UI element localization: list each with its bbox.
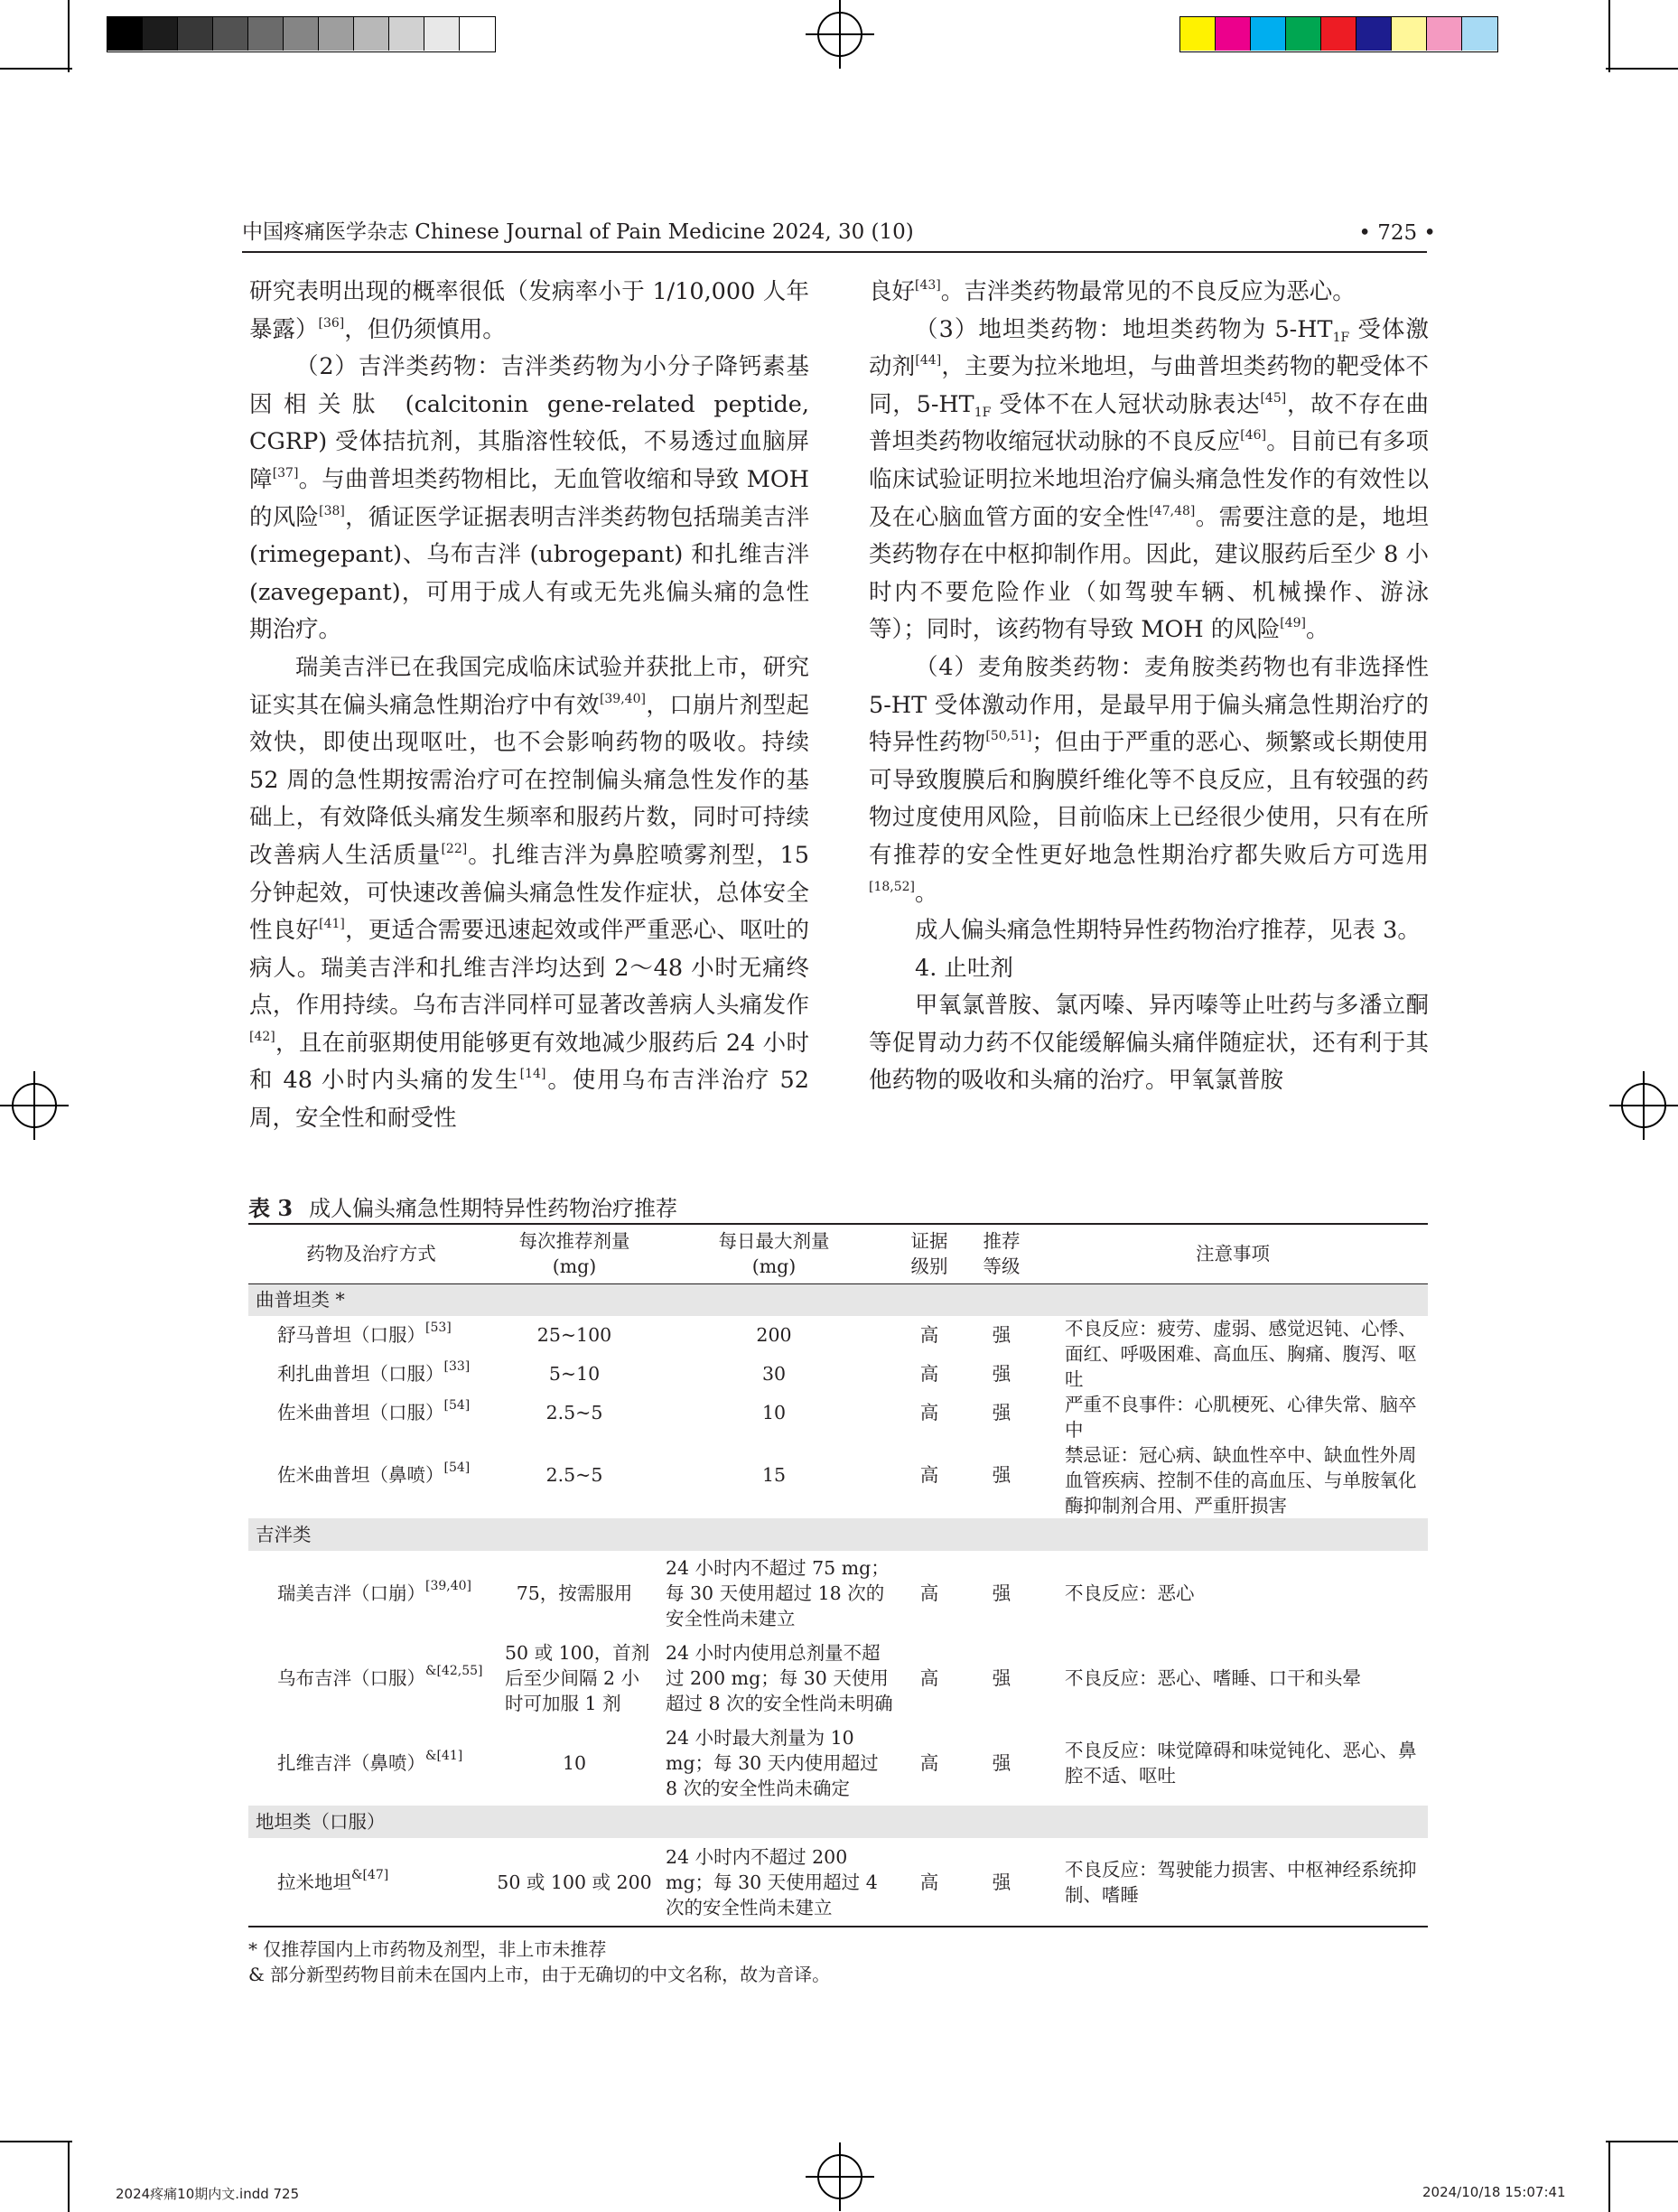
table-group-row: 吉泮类 (248, 1518, 1428, 1551)
crop-mark (1606, 68, 1678, 70)
color-swatch (1251, 17, 1286, 51)
gray-swatch (460, 17, 495, 51)
table-row: 佐米曲普坦（鼻喷）[54] 2.5~5 15 高 强 (277, 1461, 1011, 1487)
right-column (869, 274, 1429, 1100)
table-title: 成人偏头痛急性期特异性药物治疗推荐 (309, 1196, 678, 1221)
slug-file-info: 2024疼痛10期内文.indd 725 (116, 2186, 300, 2202)
color-swatch (1392, 17, 1427, 51)
paragraph: （3）地坦类药物：地坦类药物为 $5-HT_{1F}$ 受体激动剂[44]，主要为拉米地坦，与曲普坦类药物的靶受体不同，$5-HT_{1F}$ 受体不在人冠状动脉表达[45]，故不存在曲普坦类药物收缩冠状动脉的不良反应[46]。目前已有多项临床试验证明拉米地坦治疗偏头痛急性发作的有效性以及在心脑血管方面的安全性[47,48]。需要注意的是，地坦类药物存在中枢抑制作用。因此，建议服药后至少 8 小时内不要危险作业（如驾驶车辆、机械操作、游泳等）；同时，该药物有导致 MOH 的风险[49]。 (869, 315, 1430, 644)
paragraph: 瑞美吉泮已在我国完成临床试验并获批上市，研究证实其在偏头痛急性期治疗中有效[39,40]，口崩片剂型起效快，即使出现呕吐，也不会影响药物的吸收。持续 52 周的急性期按需治疗可在控制偏头痛急性发作的基础上，有效降低头痛发生频率和服药片数，同时可持续改善病人生活质量[22]。扎维吉泮为鼻腔喷雾剂型，15 分钟起效，可快速改善偏头痛急性发作症状，总体安全性良好[41]，更适合需要迅速起效或伴严重恶心、呕吐的病人。瑞美吉泮和扎维吉泮均达到 2～48 小时无痛终点，作用持续。乌布吉泮同样可显著改善病人头痛发作[42]，且在前驱期使用能够更有效地减少服药后 24 小时和 48 小时内头痛的发生[14]。使用乌布吉泮治疗 52 周，安全性和耐受性 (249, 653, 809, 1133)
gray-swatch (178, 17, 213, 51)
table-header-row (248, 1224, 1428, 1283)
color-swatch (1427, 17, 1462, 51)
color-swatch (1321, 17, 1356, 51)
col-header-notes: 注意事项 (1196, 1243, 1270, 1265)
paragraph: 研究表明出现的概率很低（发病率小于 1/10,000 人年暴露）[36]，但仍须慎用。 (249, 278, 809, 343)
table-row: 拉米地坦$^{\&[47]}$ 50 或 100 或 200 24 小时内不超过 200 mg；每 30 天使用超过 4 次的安全性尚未建立 高 强 不良反应：驾驶能力损害、中枢神经系统抑制、嗜睡 (248, 1838, 1428, 1927)
header-rule (242, 251, 1427, 253)
paragraph: （2）吉泮类药物：吉泮类药物为小分子降钙素基因相关肽 (calcitonin gene-related peptide, CGRP) 受体拮抗剂，其脂溶性较低，不易透过血脑屏障[37]。与曲普坦类药物相比，无血管收缩和导致 MOH 的风险[38]，循证医学证据表明吉泮类药物包括瑞美吉泮 (rimegepant)、乌布吉泮 (ubrogepant) 和扎维吉泮 (zavegepant)，可用于成人有或无先兆偏头痛的急性期治疗。 (249, 353, 809, 644)
registration-mark-top (806, 0, 874, 69)
col-header-drug: 药物及治疗方式 (306, 1243, 436, 1265)
gray-swatch (284, 17, 319, 51)
table-footnote: * 仅推荐国内上市药物及剂型，非上市未推荐 (248, 1938, 607, 1960)
paragraph: 成人偏头痛急性期特异性药物治疗推荐，见表 3。 (915, 917, 1421, 945)
crop-mark (68, 0, 70, 72)
table-row: 瑞美吉泮（口崩）[39,40] 75，按需服用 24 小时内不超过 75 mg；每 30 天使用超过 18 次的安全性尚未建立 高 强 不良反应：恶心 (277, 1557, 1195, 1629)
gray-color-bar (107, 16, 496, 52)
crop-mark (68, 2141, 70, 2212)
gray-swatch (107, 17, 143, 51)
page-number: • 725 • (1358, 221, 1436, 245)
crop-mark (0, 68, 72, 70)
paragraph: 良好[43]。吉泮类药物最常见的不良反应为恶心。 (869, 278, 1356, 305)
recommendation-table (248, 1223, 1428, 1927)
gray-swatch (213, 17, 248, 51)
color-swatch (1180, 17, 1216, 51)
color-swatch (1462, 17, 1497, 51)
running-header (242, 214, 1436, 245)
registration-mark-right (1609, 1071, 1678, 1140)
slug-timestamp: 2024/10/18 15:07:41 (1422, 2184, 1566, 2200)
journal-title: 中国疼痛医学杂志 Chinese Journal of Pain Medicine 2024, 30 (10) (242, 220, 914, 244)
crop-mark (1608, 2141, 1610, 2212)
color-swatch (1286, 17, 1321, 51)
col-header-daily-max: 每日最大剂量 (mg) (718, 1230, 830, 1278)
table-group-row: 地坦类（口服） (248, 1806, 1428, 1838)
col-header-single-dose: 每次推荐剂量 (mg) (518, 1230, 630, 1278)
crop-mark (1608, 0, 1610, 72)
crop-mark (0, 2141, 72, 2142)
gray-swatch (389, 17, 424, 51)
process-color-bar (1179, 16, 1498, 52)
registration-mark-bottom (806, 2142, 874, 2211)
color-swatch (1216, 17, 1251, 51)
paragraph: （4）麦角胺类药物：麦角胺类药物也有非选择性 5-HT 受体激动作用，是最早用于偏头痛急性期治疗的特异性药物[50,51]；但由于严重的恶心、频繁或长期使用可导致腹膜后和胸膜纤维化等不良反应，且有较强的药物过度使用风险，目前临床上已经很少使用，只有在所有推荐的安全性更好地急性期治疗都失败后方可选用[18,52]。 (869, 653, 1429, 907)
gray-swatch (248, 17, 284, 51)
gray-swatch (319, 17, 354, 51)
gray-swatch (143, 17, 178, 51)
table-row: 舒马普坦（口服）[53] 25~100 200 高 强 不良反应：疲劳、虚弱、感觉迟钝、心悸、面红、呼吸困难、高血压、胸痛、腹泻、呕吐 严重不良事件：心肌梗死、心律失常、脑卒中 禁忌证：冠心病、缺血性卒中、缺血性外周血管疾病、控制不佳的高血压、与单胺氧化酶抑制剂合用、严重肝损害 (248, 1316, 1428, 1355)
registration-mark-left (0, 1071, 69, 1140)
table-caption (248, 1190, 677, 1222)
table-row: 乌布吉泮（口服）$^{\&[42,55]}$ 50 或 100，首剂后至少间隔 2 小时可加服 1 剂 24 小时内使用总剂量不超过 200 mg；每 30 天使用超过 8 次的安全性尚未明确 高 强 不良反应：恶心、嗜睡、口干和头晕 (277, 1642, 1361, 1714)
left-column (249, 274, 809, 1138)
color-swatch (1356, 17, 1392, 51)
table-row: 利扎曲普坦（口服）[33] 5~10 30 高 强 (277, 1359, 1011, 1386)
table-label: 表 3 (248, 1195, 294, 1221)
col-header-evidence: 证据 级别 (910, 1230, 948, 1278)
table-group-row: 曲普坦类 * (248, 1283, 1428, 1316)
col-header-grade: 推荐 等级 (983, 1230, 1021, 1278)
table-row: 扎维吉泮（鼻喷）$^{\&[41]}$ 10 24 小时最大剂量为 10 mg；每 30 天内使用超过 8 次的安全性尚未确定 高 强 不良反应：味觉障碍和味觉钝化、恶心、鼻腔不适、呕吐 (277, 1727, 1417, 1799)
gray-swatch (424, 17, 460, 51)
triptan-notes: 不良反应：疲劳、虚弱、感觉迟钝、心悸、面红、呼吸困难、高血压、胸痛、腹泻、呕吐 严重不良事件：心肌梗死、心律失常、脑卒中 禁忌证：冠心病、缺血性卒中、缺血性外周血管疾病、控制不佳的高血压、与单胺氧化酶抑制剂合用、严重肝损害 (1065, 1318, 1417, 1517)
section-heading: 4. 止吐剂 (915, 954, 1013, 982)
paragraph: 甲氧氯普胺、氯丙嗪、异丙嗪等止吐药与多潘立酮等促胃动力药不仅能缓解偏头痛伴随症状，还有利于其他药物的吸收和头痛的治疗。甲氧氯普胺 (869, 992, 1429, 1095)
gray-swatch (354, 17, 389, 51)
table-row: 佐米曲普坦（口服）[54] 2.5~5 10 高 强 (277, 1398, 1011, 1424)
table-footnote: & 部分新型药物目前未在国内上市，由于无确切的中文名称，故为音译。 (248, 1964, 831, 1985)
crop-mark (1606, 2141, 1678, 2142)
